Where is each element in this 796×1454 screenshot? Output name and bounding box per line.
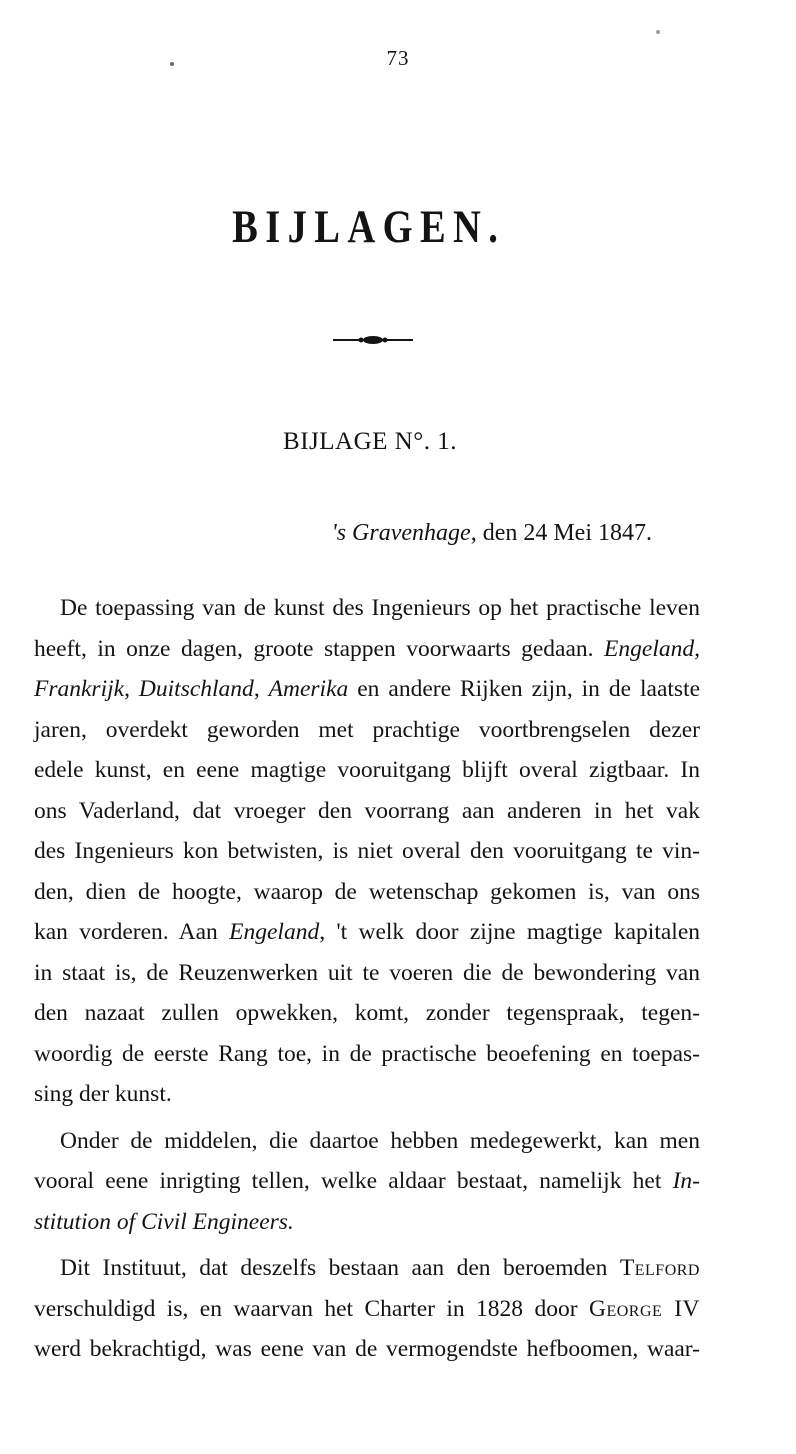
text-line: den nazaat zullen opwekken, komt, zonder tegenspraak, tegen-: [34, 1000, 700, 1026]
page-number: 73: [386, 46, 410, 70]
text-line: woordig de eerste Rang toe, in de practische beoefening en toepas-: [34, 1040, 700, 1067]
text-line: edele kunst, en eene magtige vooruitgang blijft overal zigtbaar. In: [34, 757, 700, 783]
text-line: jaren, overdekt geworden met prachtige voortbrengselen dezer: [34, 716, 700, 743]
emphasis: Duitschland: [138, 676, 254, 702]
text-line: De toepassing van de kunst des Ingenieurs op het practische leven: [60, 595, 700, 621]
text-line: werd bekrachtigd, was eene van de vermogendste hefboomen, waar-: [34, 1336, 700, 1362]
name-smallcaps: Telford: [619, 1255, 700, 1281]
text-line: heeft, in onze dagen, groote stappen voorwaarts gedaan. Engeland,: [34, 635, 700, 662]
text-line: des Ingenieurs kon betwisten, is niet overal den vooruitgang te vin-: [34, 838, 700, 864]
body-text: [34, 588, 700, 1370]
text-line: vooral eene inrigting tellen, welke aldaar bestaat, namelijk het In-: [34, 1168, 701, 1194]
text-line: [34, 1202, 700, 1243]
dateline: [0, 520, 652, 547]
text-line: Dit Instituut, dat deszelfs bestaan aan den beroemden Telford: [60, 1255, 700, 1281]
text-line: in staat is, de Reuzenwerken uit te voeren die de bewondering van: [34, 959, 700, 986]
emphasis: In-: [672, 1168, 701, 1194]
text-line: verschuldigd is, en waarvan het Charter in 1828 door George IV: [34, 1295, 700, 1322]
text-line: den, dien de hoogte, waarop de wetenschap gekomen is, van ons: [34, 878, 700, 905]
emphasis: Frankrijk: [34, 676, 125, 702]
dateline-date: , den 24 Mei 1847.: [470, 520, 652, 546]
text-line: ons Vaderland, dat vroeger den voorrang aan anderen in het vak: [34, 797, 700, 824]
emphasis: stitution of Civil Engineers.: [34, 1208, 294, 1235]
emphasis: Engeland,: [604, 635, 700, 662]
text-line: kan vorderen. Aan Engeland, 't welk door zijne magtige kapitalen: [34, 919, 701, 945]
text-line: Frankrijk, Duitschland, Amerika en andere Rijken zijn, in de laatste: [34, 676, 701, 702]
ink-speck: [656, 30, 660, 34]
emphasis: Amerika: [268, 676, 349, 702]
name-smallcaps: George IV: [588, 1295, 700, 1322]
text-line: Onder de middelen, die daartoe hebben medegewerkt, kan men: [60, 1127, 700, 1154]
page-title: BIJLAGEN.: [232, 201, 506, 253]
text-line: sing der kunst.: [34, 1081, 172, 1107]
ornament-divider-icon: [333, 333, 413, 347]
dateline-place: 's Gravenhage: [331, 520, 471, 546]
emphasis: Engeland: [229, 919, 320, 945]
section-heading: BIJLAGE N°. 1.: [283, 428, 457, 455]
